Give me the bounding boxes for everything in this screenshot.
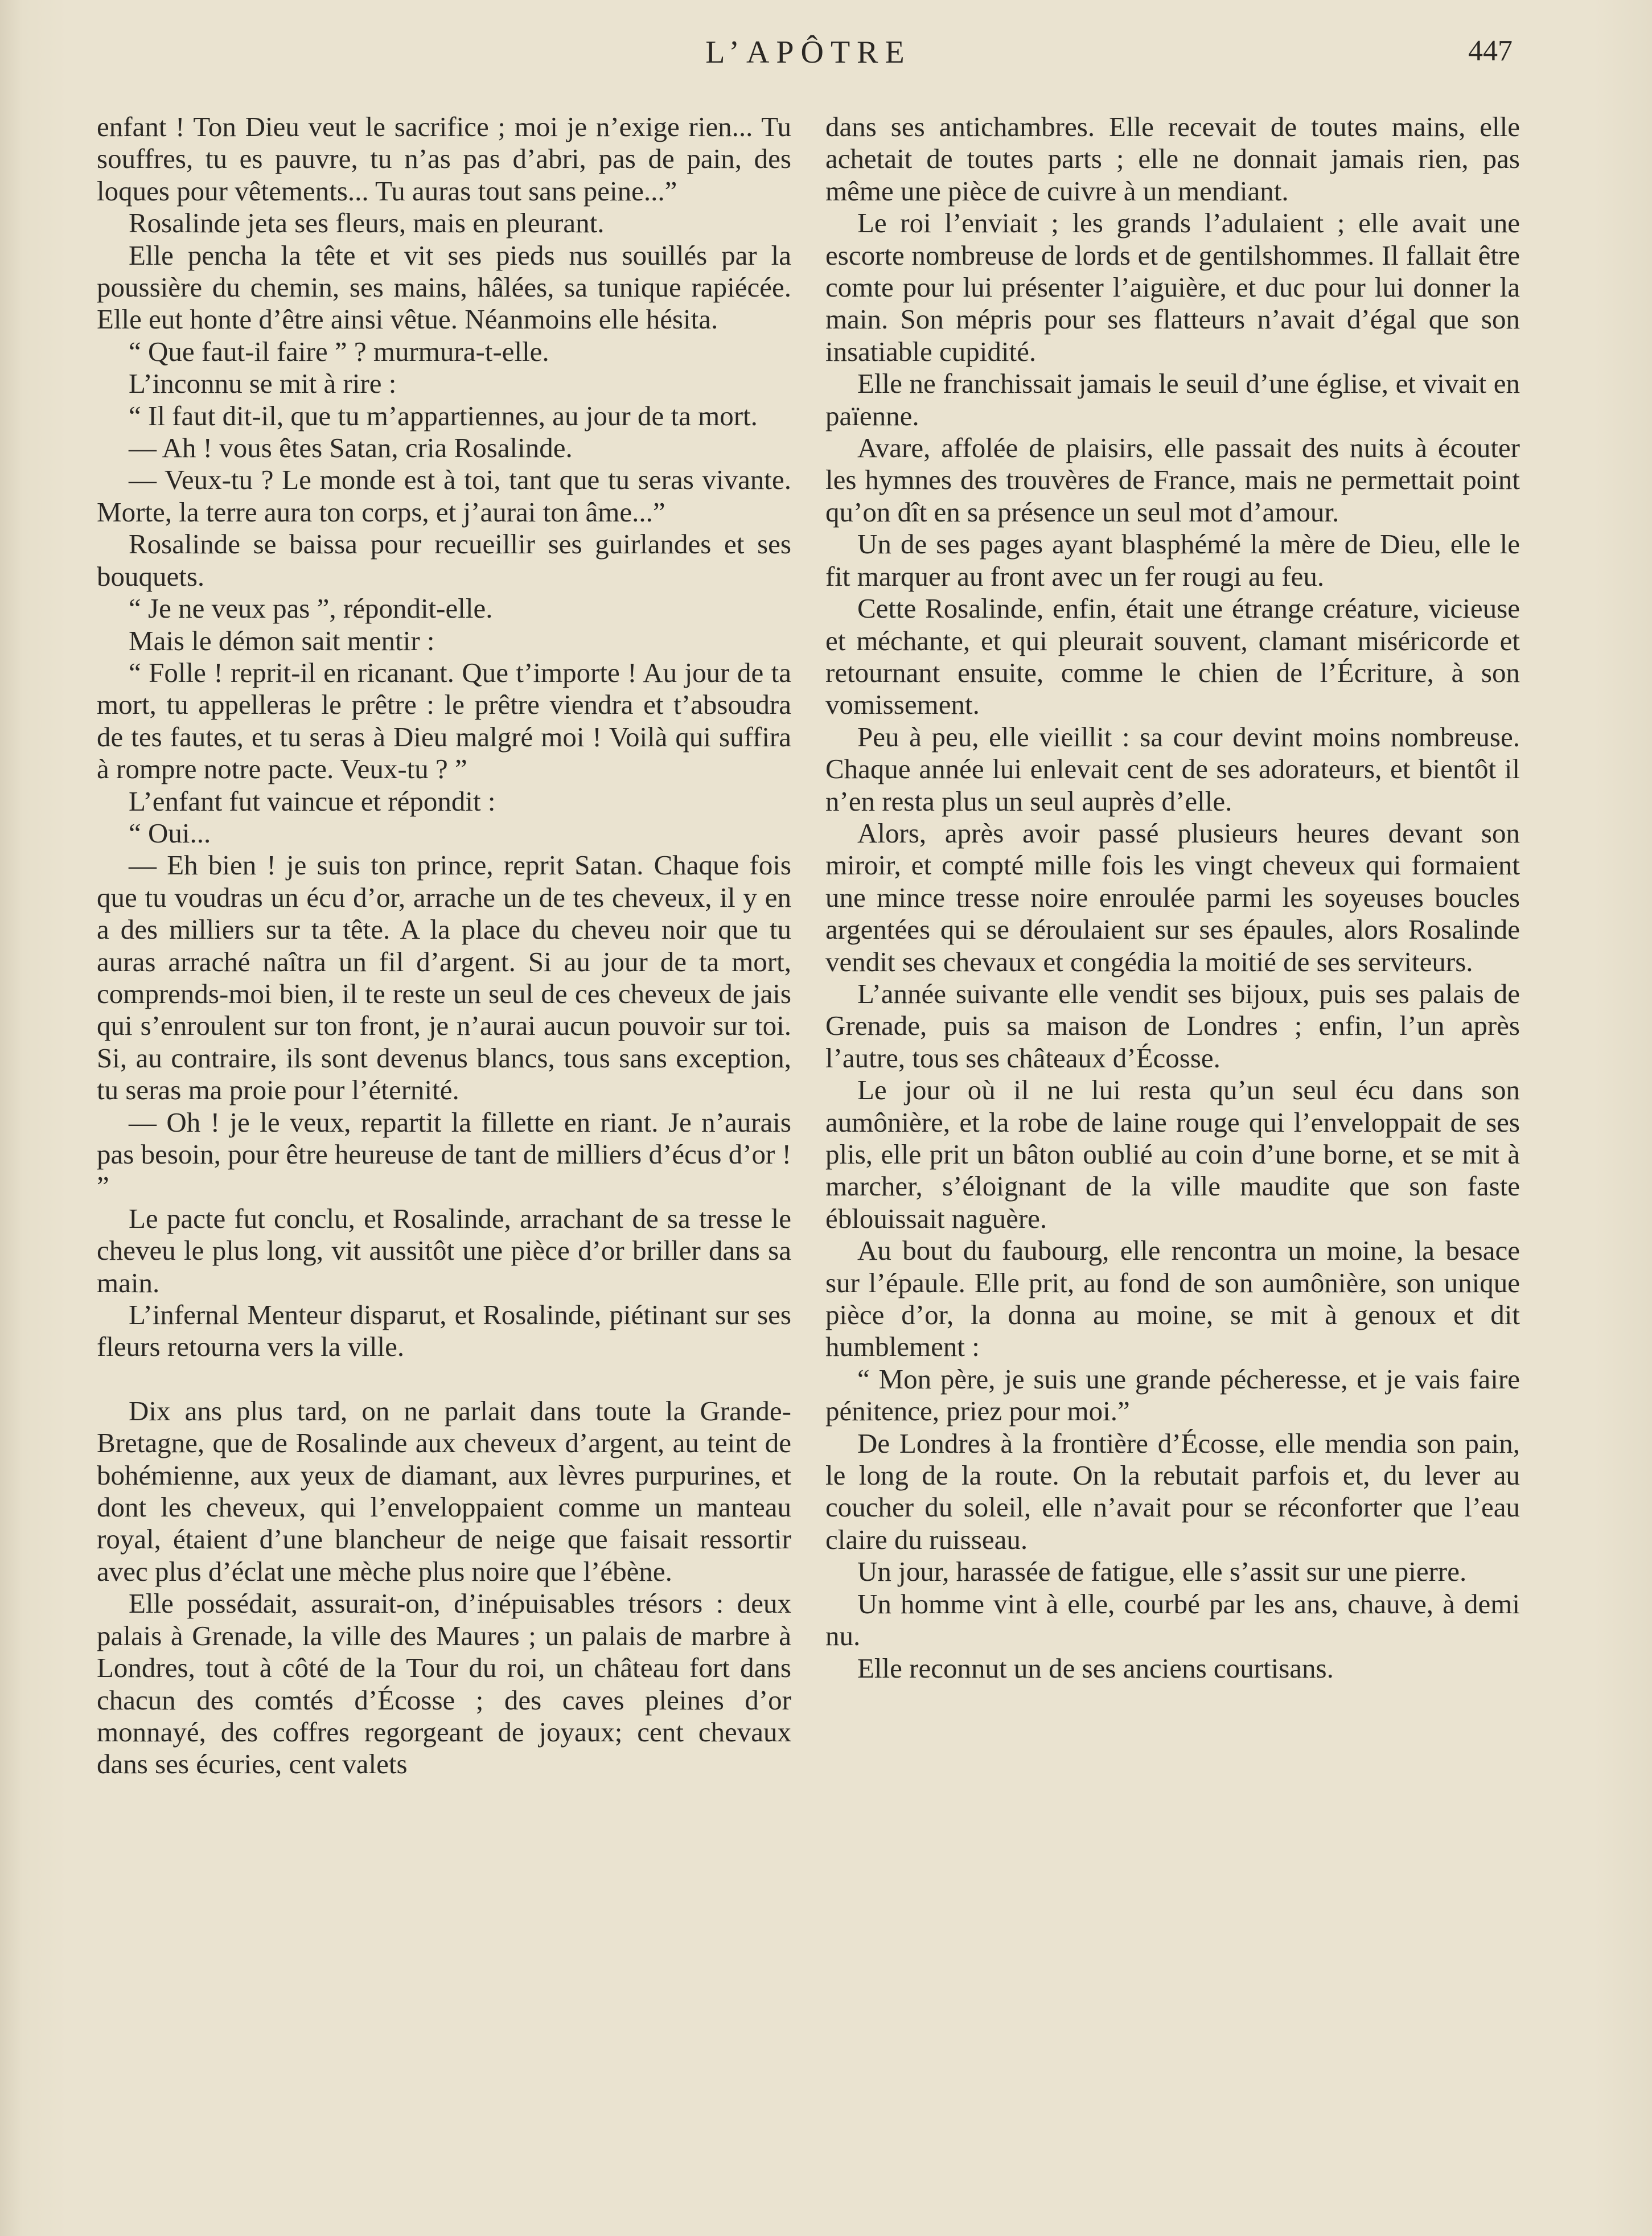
paragraph: “ Oui...: [129, 817, 211, 849]
paragraph: Rosalinde se baissa pour recueillir ses guirlandes et ses bouquets.: [97, 528, 791, 592]
paragraph: — Ah ! vous êtes Satan, cria Rosalinde.: [129, 432, 573, 464]
paragraph: enfant ! Ton Dieu veut le sacrifice ; moi je n’exige rien... Tu souffres, tu es pauvre, tu n’as pas d’abri, pas de pain, des loques pour vêtements... Tu auras tout sans peine...”: [97, 111, 791, 207]
paragraph: Mais le démon sait mentir :: [129, 624, 435, 656]
paragraph: Le roi l’enviait ; les grands l’adulaient ; elle avait une escorte nombreuse de lords et de gentilshommes. Il fallait être comte pour lui présenter l’aiguière, et duc pour lui donner la main. Son mépris pour ses flatteurs n’avait d’égal que son insatiable cupidité.: [825, 207, 1520, 367]
paragraph: Elle possédait, assurait-on, d’inépuisables trésors : deux palais à Grenade, la ville des Maures ; un palais de marbre à Londres, tout à côté de la Tour du roi, un château fort dans chacun des comtés d’Écosse ; des caves pleines d’or monnayé, des coffres regorgeant de joyaux; cent chevaux dans ses écuries, cent valets: [97, 1588, 791, 1780]
paragraph: Au bout du faubourg, elle rencontra un moine, la besace sur l’épaule. Elle prit, au fond de son aumônière, son unique pièce d’or, la donna au moine, se mit à genoux et dit humblement :: [825, 1235, 1520, 1363]
paragraph: “ Mon père, je suis une grande pécheresse, et je vais faire pénitence, priez pour moi.”: [825, 1363, 1520, 1427]
paragraph: Le jour où il ne lui resta qu’un seul écu dans son aumônière, et la robe de laine rouge qui l’enveloppait de ses plis, elle prit un bâton oublié au coin d’une borne, et se mit à marcher, s’éloignant de la ville maudite que son faste éblouissait naguère.: [825, 1074, 1520, 1234]
paragraph: Elle pencha la tête et vit ses pieds nus souillés par la poussière du chemin, ses mains, hâlées, sa tunique rapiécée. Elle eut honte d’être ainsi vêtue. Néanmoins elle hésita.: [97, 239, 791, 335]
paragraph: Elle ne franchissait jamais le seuil d’une église, et vivait en païenne.: [825, 368, 1520, 431]
paragraph: Rosalinde jeta ses fleurs, mais en pleurant.: [129, 207, 605, 239]
paragraph: Le pacte fut conclu, et Rosalinde, arrachant de sa tresse le cheveu le plus long, vit aussitôt une pièce d’or briller dans sa main.: [97, 1202, 791, 1298]
paragraph: De Londres à la frontière d’Écosse, elle mendia son pain, le long de la route. On la rebutait parfois et, du lever au coucher du soleil, elle n’avait pour se réconforter que l’eau claire du ruisseau.: [825, 1427, 1520, 1555]
left-column: [97, 111, 791, 1781]
paragraph: Alors, après avoir passé plusieurs heures devant son miroir, et compté mille fois les vingt cheveux qui formaient une mince tresse noire enroulée parmi les soyeuses boucles argentées qui se déroulaient sur ses épaules, alors Rosalinde vendit ses chevaux et congédia la moitié de ses serviteurs.: [825, 817, 1520, 977]
paragraph: L’année suivante elle vendit ses bijoux, puis ses palais de Grenade, puis sa maison de Londres ; enfin, l’un après l’autre, tous ses châteaux d’Écosse.: [825, 977, 1520, 1074]
running-head: [0, 34, 1652, 80]
paragraph: — Oh ! je le veux, repartit la fillette en riant. Je n’aurais pas besoin, pour être heureuse de tant de milliers d’écus d’or ! ”: [97, 1106, 791, 1202]
paragraph: Dix ans plus tard, on ne parlait dans toute la Grande-Bretagne, que de Rosalinde aux cheveux d’argent, au teint de bohémienne, aux yeux de diamant, aux lèvres purpurines, et dont les cheveux, qui l’enveloppaient comme un manteau royal, étaient d’une blancheur de neige que faisait ressortir avec plus d’éclat une mèche plus noire que l’ébène.: [97, 1395, 791, 1587]
paragraph: Cette Rosalinde, enfin, était une étrange créature, vicieuse et méchante, et qui pleurait souvent, clamant miséricorde et retournant ensuite, comme le chien de l’Écriture, à son vomissement.: [825, 593, 1520, 721]
paragraph: dans ses antichambres. Elle recevait de toutes mains, elle achetait de toutes parts ; elle ne donnait jamais rien, pas même une pièce de cuivre à un mendiant.: [825, 111, 1520, 207]
paragraph: — Veux-tu ? Le monde est à toi, tant que tu seras vivante. Morte, la terre aura ton corps, et j’aurai ton âme...”: [97, 464, 791, 528]
running-title: L’APÔTRE: [705, 35, 911, 70]
paragraph: Un jour, harassée de fatigue, elle s’assit sur une pierre.: [857, 1556, 1467, 1588]
paragraph: L’enfant fut vaincue et répondit :: [129, 785, 496, 817]
paragraph: Un homme vint à elle, courbé par les ans, chauve, à demi nu.: [825, 1588, 1520, 1652]
paragraph: Elle reconnut un de ses anciens courtisans.: [857, 1652, 1334, 1684]
right-column: [825, 111, 1520, 1684]
paragraph: “ Je ne veux pas ”, répondit-elle.: [129, 593, 493, 624]
paragraph: Un de ses pages ayant blasphémé la mère de Dieu, elle le fit marquer au front avec un fer rougi au feu.: [825, 528, 1520, 592]
paragraph: L’inconnu se mit à rire :: [129, 368, 397, 400]
paragraph: Peu à peu, elle vieillit : sa cour devint moins nombreuse. Chaque année lui enlevait cent de ses adorateurs, et bientôt il n’en resta plus un seul auprès d’elle.: [825, 721, 1520, 817]
paragraph: “ Que faut-il faire ” ? murmura-t-elle.: [129, 335, 549, 367]
page-number: 447: [1468, 35, 1513, 67]
paragraph: L’infernal Menteur disparut, et Rosalinde, piétinant sur ses fleurs retourna vers la ville.: [97, 1299, 791, 1363]
paragraph: “ Il faut dit-il, que tu m’appartiennes, au jour de ta mort.: [129, 400, 758, 431]
paragraph: Avare, affolée de plaisirs, elle passait des nuits à écouter les hymnes des trouvères de France, mais ne permettait point qu’on dît en sa présence un seul mot d’amour.: [825, 432, 1520, 528]
paragraph: “ Folle ! reprit-il en ricanant. Que t’importe ! Au jour de ta mort, tu appelleras le prêtre : le prêtre viendra et t’absoudra de tes fautes, et tu seras à Dieu malgré moi ! Voilà qui suffira à rompre notre pacte. Veux-tu ? ”: [97, 656, 791, 785]
paragraph: — Eh bien ! je suis ton prince, reprit Satan. Chaque fois que tu voudras un écu d’or, arrache un de tes cheveux, il y en a des milliers sur ta tête. A la place du cheveu noir que tu auras arraché naîtra un fil d’argent. Si au jour de ta mort, comprends-moi bien, il te reste un seul de ces cheveux de jais qui s’enroulent sur ton front, je n’aurai aucun pouvoir sur toi. Si, au contraire, ils sont devenus blancs, tous sans exception, tu seras ma proie pour l’éternité.: [97, 849, 791, 1106]
